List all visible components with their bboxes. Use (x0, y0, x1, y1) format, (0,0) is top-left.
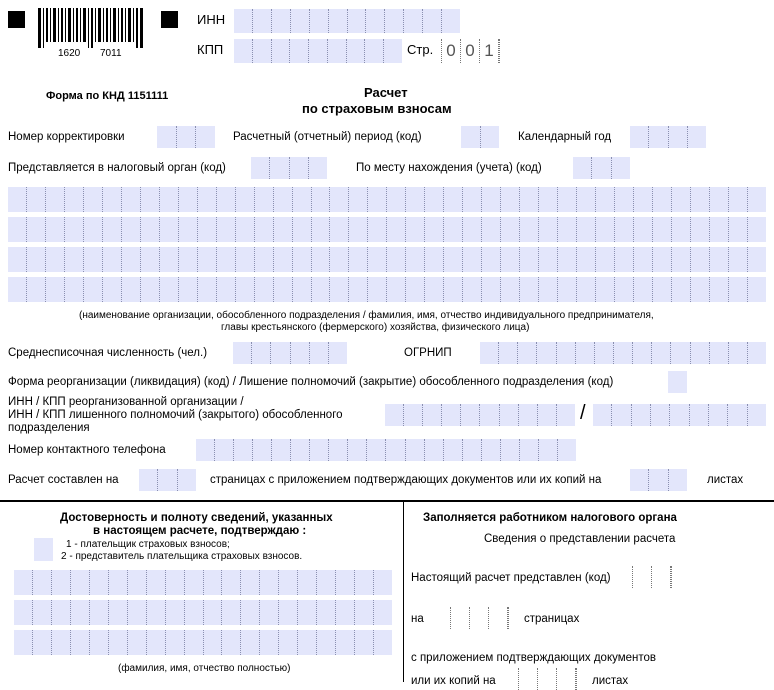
barcode (38, 8, 148, 50)
bottom-divider (0, 500, 774, 502)
barcode-bar (50, 8, 51, 42)
location-code-input[interactable] (573, 157, 630, 179)
barcode-bar (43, 8, 44, 48)
fio-caption: (фамилия, имя, отчество полностью) (118, 663, 291, 674)
confirm-title-2: в настоящем расчете, подтверждаю : (93, 525, 307, 537)
with-docs-label: с приложением подтверждающих документов (411, 652, 657, 664)
barcode-bar (65, 8, 66, 42)
org-name-caption: (наименование организации, обособленного подразделения / фамилия, имя, отчество индивидуального предпринимателя, (79, 310, 654, 321)
barcode-bar (106, 8, 108, 42)
barcode-bar (58, 8, 59, 42)
page-digit: 0 (461, 39, 480, 63)
org-name-row-3[interactable] (8, 247, 766, 272)
barcode-bar (83, 8, 86, 42)
barcode-bar (103, 8, 104, 42)
calendar-year-label: Календарный год (518, 131, 612, 143)
phone-label: Номер контактного телефона (8, 444, 166, 456)
pages-count-input[interactable] (139, 469, 196, 491)
barcode-bar (76, 8, 78, 42)
barcode-bar (91, 8, 93, 48)
barcode-bar (118, 8, 119, 42)
reorganization-label: Форма реорганизации (ликвидация) (код) / Лишение полномочий (закрытие) обособленного подразделения (код) (8, 376, 614, 388)
page-label: Стр. (407, 42, 434, 57)
barcode-bar (136, 8, 138, 48)
barcode-bar (125, 8, 126, 42)
org-name-row-2[interactable] (8, 217, 766, 242)
signatory-option-1: 1 - плательщик страховых взносов; (66, 539, 230, 550)
barcode-bar (80, 8, 81, 42)
headcount-input[interactable] (233, 342, 347, 364)
page-digit: 1 (480, 39, 499, 63)
reorg-separator: / (580, 402, 586, 424)
barcode-bar (128, 8, 131, 42)
submission-info-subtitle: Сведения о представлении расчета (484, 533, 676, 545)
fio-row-1[interactable] (14, 570, 392, 595)
reorg-inn-label-line3: подразделения (8, 422, 90, 434)
calendar-year-input[interactable] (630, 126, 706, 148)
pages-middle-label: страницах с приложением подтверждающих документов или их копий на (210, 474, 602, 486)
signatory-option-2: 2 - представитель плательщика страховых взносов. (61, 551, 303, 562)
barcode-bar (46, 8, 48, 42)
reporting-period-input[interactable] (461, 126, 499, 148)
barcode-bar (88, 8, 89, 48)
form-title: Расчет (364, 85, 408, 100)
correction-number-label: Номер корректировки (8, 131, 125, 143)
barcode-bar (113, 8, 116, 42)
pages-prefix-label: Расчет составлен на (8, 474, 119, 486)
tax-authority-input[interactable] (251, 157, 327, 179)
corner-marker-left (8, 11, 25, 28)
inn-input[interactable] (234, 9, 460, 33)
org-name-caption-2: главы крестьянского (фермерского) хозяйства, физического лица) (221, 322, 530, 333)
headcount-label: Среднесписочная численность (чел.) (8, 347, 208, 359)
pages-suffix-label: листах (707, 474, 744, 486)
form-subtitle: по страховым взносам (302, 101, 452, 116)
barcode-bar (98, 8, 101, 42)
reorg-inn-label-line2: ИНН / КПП лишенного полномочий (закрытого) обособленного (8, 409, 343, 421)
location-code-label: По месту нахождения (учета) (код) (356, 162, 542, 174)
reorg-inn-input[interactable] (385, 404, 575, 426)
correction-number-input[interactable] (157, 126, 215, 148)
ogrnip-label: ОГРНИП (404, 347, 452, 359)
phone-input[interactable] (196, 439, 576, 461)
barcode-bar (121, 8, 123, 42)
reporting-period-label: Расчетный (отчетный) период (код) (233, 131, 422, 143)
barcode-bar (38, 8, 41, 48)
corner-marker-right (161, 11, 178, 28)
vertical-divider (403, 502, 404, 682)
barcode-number-right: 7011 (100, 48, 122, 59)
barcode-bar (140, 8, 143, 48)
on-label: на (411, 613, 424, 625)
barcode-bar (73, 8, 74, 42)
reorg-kpp-input[interactable] (593, 404, 766, 426)
barcode-bar (61, 8, 63, 42)
copies-on-label: или их копий на (411, 675, 496, 687)
received-pages-label: страницах (524, 613, 580, 625)
confirm-title: Достоверность и полноту сведений, указанных (60, 512, 333, 524)
barcode-bar (68, 8, 71, 42)
kpp-label: КПП (197, 42, 224, 57)
barcode-bar (53, 8, 56, 42)
page-number-field[interactable] (441, 39, 500, 63)
received-pages-input[interactable] (450, 607, 509, 629)
reorg-inn-label-line1: ИНН / КПП реорганизованной организации / (8, 396, 244, 408)
org-name-row-1[interactable] (8, 187, 766, 212)
tax-officer-title: Заполняется работником налогового органа (423, 512, 677, 524)
inn-label: ИНН (197, 12, 226, 27)
kpp-input[interactable] (234, 39, 402, 63)
signatory-type-input[interactable] (34, 538, 53, 561)
barcode-number-left: 1620 (58, 48, 81, 59)
sheets-count-input[interactable] (630, 469, 687, 491)
reorganization-input[interactable] (668, 371, 687, 393)
barcode-bar (95, 8, 96, 42)
barcode-bar (110, 8, 111, 42)
org-name-row-4[interactable] (8, 277, 766, 302)
fio-row-3[interactable] (14, 630, 392, 655)
received-sheets-input[interactable] (518, 668, 577, 690)
submitted-code-input[interactable] (632, 566, 672, 588)
fio-row-2[interactable] (14, 600, 392, 625)
page-digit: 0 (442, 39, 461, 63)
tax-authority-label: Представляется в налоговый орган (код) (8, 162, 226, 174)
ogrnip-input[interactable] (480, 342, 766, 364)
barcode-bar (133, 8, 134, 42)
submitted-code-label: Настоящий расчет представлен (код) (411, 572, 611, 584)
received-sheets-label: листах (592, 675, 629, 687)
knd-form-code: Форма по КНД 1151111 (46, 90, 169, 102)
